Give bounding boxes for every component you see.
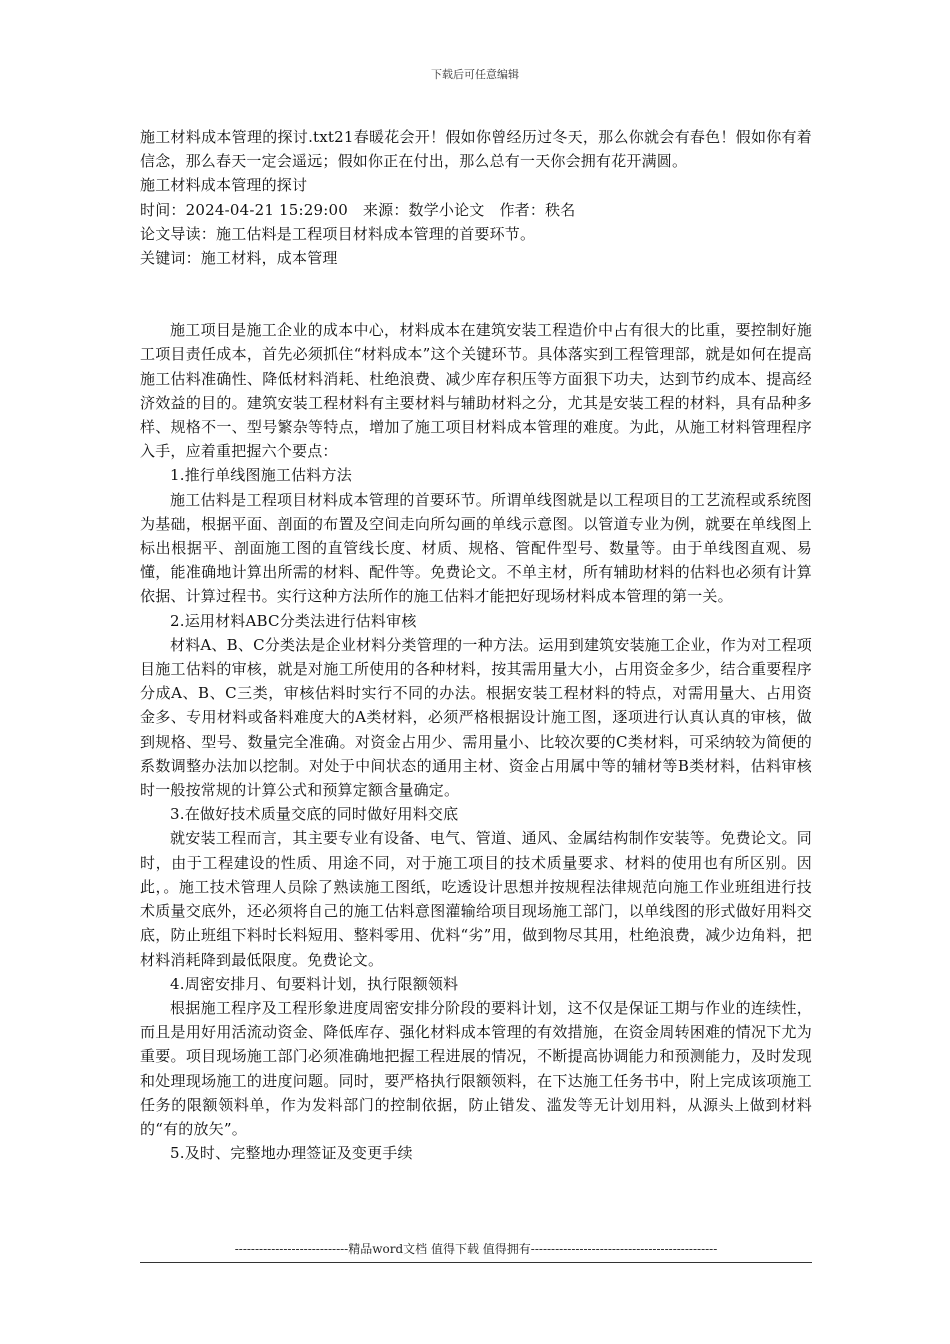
section-heading-5: 5.及时、完整地办理签证及变更手续 <box>170 1144 413 1163</box>
paper-guide: 论文导读：施工估料是工程项目材料成本管理的首要环节。 <box>140 224 536 243</box>
section-heading-2: 2.运用材料ABC分类法进行估料审核 <box>170 611 417 630</box>
document-title: 施工材料成本管理的探讨 <box>140 176 308 195</box>
page-footer <box>140 1240 812 1263</box>
author-label: 作者： <box>499 200 546 219</box>
paragraph-3: 就安装工程而言，其主要专业有设备、电气、管道、通风、金属结构制作安装等。免费论文。同时，由于工程建设的性质、用途不同，对于施工项目的技术质量要求、材料的使用也有所区别。因此，。施工技术管理人员除了熟读施工图纸，吃透设计思想并按规程法律规范向施工作业班组进行技术质量交底外，还必须将自己的施工估料意图灌输给项目现场施工部门，以单线图的形式做好用料交底，防止班组下料时长料短用、整料零用、优料“劣”用，做到物尽其用，杜绝浪费，减少边角料，把材料消耗降到最低限度。免费论文。 <box>140 829 812 969</box>
author-value: 秩名 <box>545 200 576 219</box>
paragraph-4: 根据施工程序及工程形象进度周密安排分阶段的要料计划，这不仅是保证工期与作业的连续性，而且是用好用活流动资金、降低库存、强化材料成本管理的有效措施，在资金周转困难的情况下尤为重要。项目现场施工部门必须准确地把握工程进展的情况，不断提高协调能力和预测能力，及时发现和处理现场施工的进度问题。同时，要严格执行限额领料，在下达施工任务书中，附上完成该项施工任务的限额领料单，作为发料部门的控制依据，防止错发、滥发等无计划用料，从源头上做到材料的“有的放矢”。 <box>140 998 812 1138</box>
blank-line <box>140 270 812 318</box>
paragraph-1: 施工估料是工程项目材料成本管理的首要环节。所谓单线图就是以工程项目的工艺流程或系统图为基础，根据平面、剖面的布置及空间走向所勾画的单线示意图。以管道专业为例，就要在单线图上标出根据平、剖面施工图的直管线长度、材质、规格、管配件型号、数量等。由于单线图直观、易懂，能准确地计算出所需的材料、配件等。免费论文。不单主材，所有辅助材料的估料也必须有计算依据、计算过程书。实行这种方法所作的施工估料才能把好现场材料成本管理的第一关。 <box>140 490 812 606</box>
source-label: 来源： <box>362 200 409 219</box>
footer-text: ----------------------------精品word文档 值得下载 值得拥有---------------------------------------------- <box>234 1242 718 1256</box>
paragraph-2: 材料A、B、C分类法是企业材料分类管理的一种方法。运用到建筑安装施工企业，作为对工程项目施工估料的审核，就是对施工所使用的各种材料，按其需用量大小，占用资金多少，结合重要程序分成A、B、C三类，审核估料时实行不同的办法。根据安装工程材料的特点，对需用量大、占用资金多、专用材料或备料难度大的A类材料，必须严格根据设计施工图，逐项进行认真认真的审核，做到规格、型号、数量完全准确。对资金占用少、需用量小、比较次要的C类材料，可采纳较为简便的系数调整办法加以挖制。对处于中间状态的通用主材、资金占用属中等的辅材等B类材料，估料审核时一般按常规的计算公式和预算定额含量确定。 <box>140 635 812 800</box>
source-value: 数学小论文 <box>408 200 485 219</box>
meta-line <box>140 198 812 222</box>
header-note: 下载后可任意编辑 <box>431 68 519 81</box>
keywords: 关键词：施工材料，成本管理 <box>140 249 338 268</box>
intro-text: 施工材料成本管理的探讨.txt21春暖花会开！假如你曾经历过冬天，那么你就会有春色！假如你有着信念，那么春天一定会遥远；假如你正在付出，那么总有一天你会拥有花开满圆。 <box>140 128 812 171</box>
footer-divider <box>140 1262 812 1263</box>
section-heading-4: 4.周密安排月、旬要料计划，执行限额领料 <box>170 974 459 993</box>
section-heading-1: 1.推行单线图施工估料方法 <box>170 466 352 485</box>
time-label: 时间： <box>140 200 186 219</box>
paragraph-intro: 施工项目是施工企业的成本中心，材料成本在建筑安装工程造价中占有很大的比重，要控制好施工项目责任成本，首先必须抓住“材料成本”这个关键环节。具体落实到工程管理部，就是如何在提高施工估料准确性、降低材料消耗、杜绝浪费、减少库存积压等方面狠下功夫，达到节约成本、提高经济效益的目的。建筑安装工程材料有主要材料与辅助材料之分，尤其是安装工程的材料，具有品种多样、规格不一、型号繁杂等特点，增加了施工项目材料成本管理的难度。为此，从施工材料管理程序入手，应着重把握六个要点： <box>140 321 812 461</box>
section-heading-3: 3.在做好技术质量交底的同时做好用料交底 <box>170 805 459 824</box>
time-value: 2024-04-21 15:29:00 <box>185 200 349 219</box>
document-body <box>140 125 812 1165</box>
